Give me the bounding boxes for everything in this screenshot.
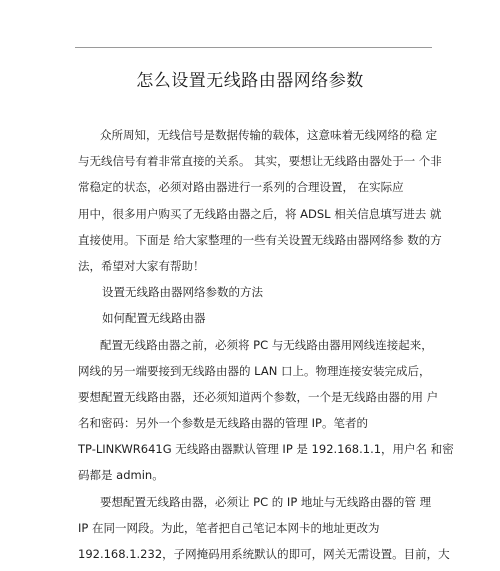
- paragraph-line: 直接使用。下面是 给大家整理的一些有关设置无线路由器网络参 数的方: [78, 232, 442, 247]
- paragraph-line: 网线的另一端要接到无线路由器的 LAN 口上。物理连接安装完成后，: [78, 363, 431, 378]
- paragraph-line: 常稳定的状态，必须对路由器进行一系列的合理设置， 在实际应: [78, 180, 404, 195]
- paragraph-line: 配置无线路由器之前，必须将 PC 与无线路由器用网线连接起来，: [100, 337, 433, 352]
- paragraph-line: TP-LINKWR641G 无线路由器默认管理 IP 是 192.168.1.1，用户名 和密: [78, 442, 454, 457]
- document-body: [78, 126, 454, 571]
- paragraph-line: 名和密码：另外一个参数是无线路由器的管理 IP。笔者的: [78, 416, 368, 431]
- paragraph-line: 要想配置无线路由器，必须让 PC 的 IP 地址与无线路由器的管 理: [100, 494, 432, 509]
- paragraph-line: 要想配置无线路由器，还必须知道两个参数，一个是无线路由器的用 户: [78, 389, 439, 404]
- paragraph-line: 码都是 admin。: [78, 468, 164, 483]
- header-rule: [75, 47, 432, 48]
- paragraph-line: 192.168.1.232，子网掩码用系统默认的即可，网关无需设置。目前，大: [78, 547, 450, 561]
- section-heading: 设置无线路由器网络参数的方法: [102, 285, 263, 300]
- paragraph-line: 法，希望对大家有帮助！: [78, 258, 205, 273]
- paragraph-line: 众所周知，无线信号是数据传输的载体，这意味着无线网络的稳 定: [100, 128, 438, 142]
- section-heading: 如何配置无线路由器: [102, 311, 206, 326]
- paragraph-line: 用中，很多用户购买了无线路由器之后，将 ADSL 相关信息填写进去 就: [78, 206, 442, 221]
- paragraph-line: 与无线信号有着非常直接的关系。 其实，要想让无线路由器处于一 个非: [78, 154, 442, 169]
- document-title: 怎么设置无线路由器网络参数: [136, 71, 364, 91]
- paragraph-line: IP 在同一网段。为此，笔者把自己笔记本网卡的地址更改为: [78, 520, 380, 535]
